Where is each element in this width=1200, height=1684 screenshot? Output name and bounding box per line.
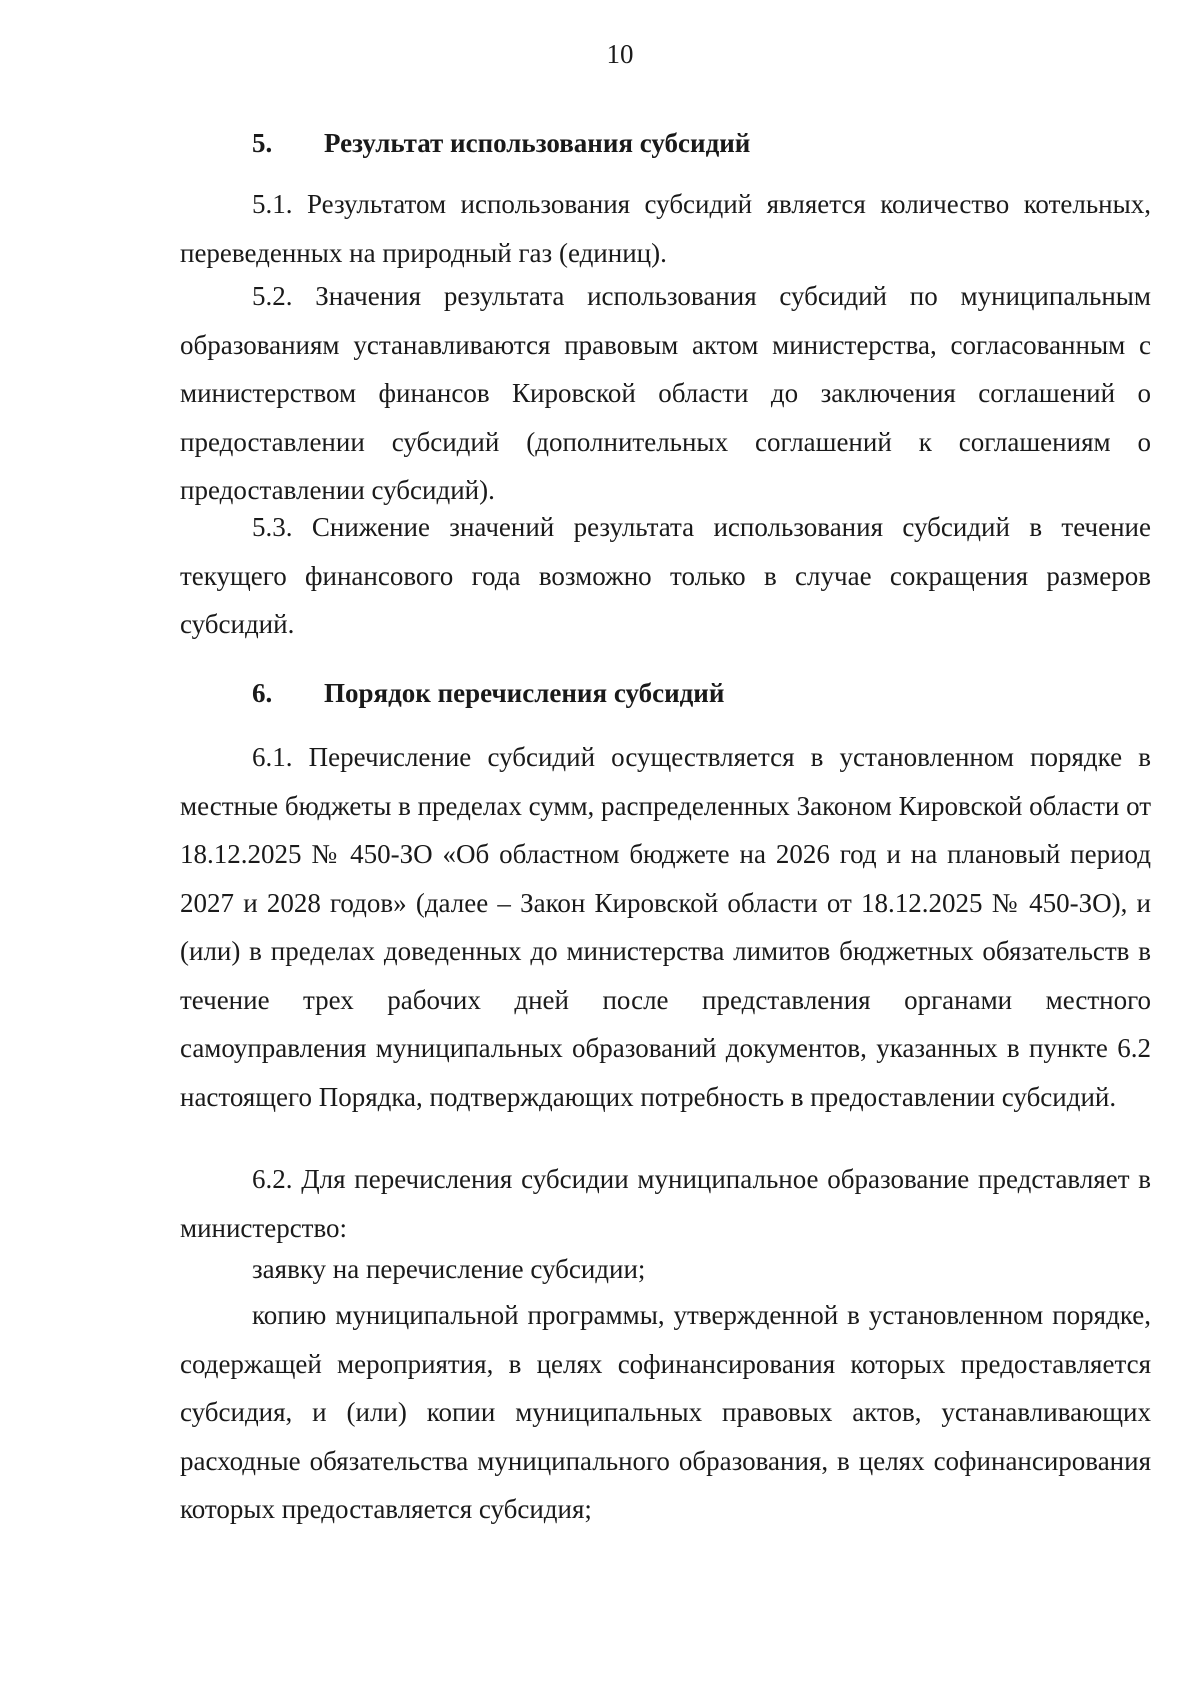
paragraph-5-2: 5.2. Значения результата использования субсидий по муниципальным образованиям устанавливаются правовым актом министерства, согласованным с министерством финансов Кировской области до заключения соглашений о предоставлении субсидий (дополнительных соглашений к соглашениям о предоставлении субсидий). [180, 281, 1151, 505]
section-5-number: 5. [252, 128, 273, 158]
page-number: 10 [606, 39, 634, 69]
paragraph-5-1: 5.1. Результатом использования субсидий является количество котельных, переведенных на природный газ (единиц). [180, 189, 1151, 268]
section-5-heading [252, 127, 750, 159]
paragraph-6-2: 6.2. Для перечисления субсидии муниципальное образование представляет в министерство: [180, 1164, 1151, 1243]
section-5-title: Результат использования субсидий [324, 128, 751, 158]
section-6-title: Порядок перечисления субсидий [324, 678, 725, 708]
paragraph-5-3: 5.3. Снижение значений результата использования субсидий в течение текущего финансового года возможно только в случае сокращения размеров субсидий. [180, 512, 1151, 639]
section-6-number: 6. [252, 678, 273, 708]
paragraph-6-2-item-request: заявку на перечисление субсидии; [252, 1254, 646, 1284]
section-6-heading [252, 677, 724, 709]
paragraph-6-1: 6.1. Перечисление субсидий осуществляется в установленном порядке в местные бюджеты в пределах сумм, распределенных Законом Кировской области от 18.12.2025 № 450-ЗО «Об областном бюджете на 2026 год и на плановый период 2027 и 2028 годов» (далее – Закон Кировской области от 18.12.2025 № 450-ЗО), и (или) в пределах доведенных до министерства лимитов бюджетных обязательств в течение трех рабочих дней после представления органами местного самоуправления муниципальных образований документов, указанных в пункте 6.2 настоящего Порядка, подтверждающих потребность в предоставлении субсидий. [180, 742, 1152, 1112]
paragraph-6-2-item-program-copy: копию муниципальной программы, утвержденной в установленном порядке, содержащей мероприятия, в целях софинансирования которых предоставляется субсидия, и (или) копии муниципальных правовых актов, устанавливающих расходные обязательства муниципального образования, в целях софинансирования которых предоставляется субсидия; [180, 1300, 1151, 1524]
